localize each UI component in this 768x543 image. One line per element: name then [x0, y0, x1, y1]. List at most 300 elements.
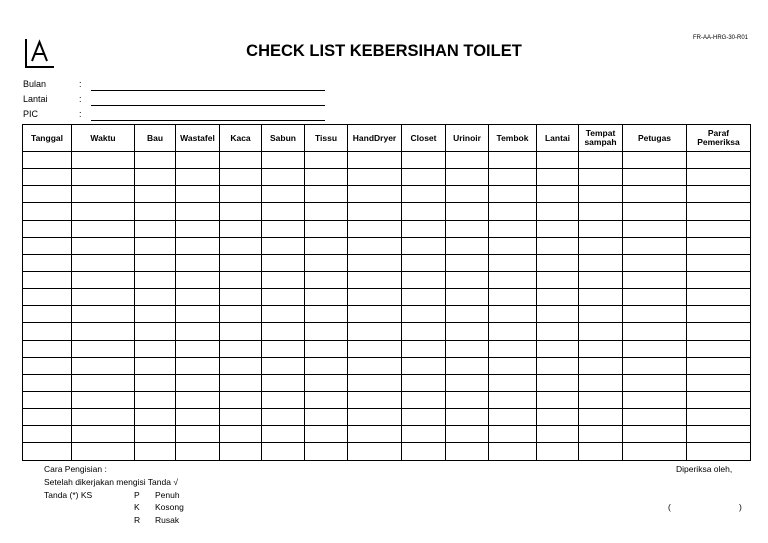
table-cell[interactable] — [446, 186, 489, 203]
table-cell[interactable] — [489, 391, 537, 408]
table-cell[interactable] — [537, 426, 579, 443]
table-cell[interactable] — [579, 186, 623, 203]
table-cell[interactable] — [220, 409, 262, 426]
table-cell[interactable] — [135, 237, 176, 254]
table-cell[interactable] — [135, 306, 176, 323]
table-cell[interactable] — [262, 169, 305, 186]
table-cell[interactable] — [579, 254, 623, 271]
table-cell[interactable] — [348, 409, 402, 426]
table-cell[interactable] — [72, 357, 135, 374]
table-cell[interactable] — [23, 340, 72, 357]
table-cell[interactable] — [687, 323, 751, 340]
table-cell[interactable] — [537, 186, 579, 203]
table-cell[interactable] — [348, 254, 402, 271]
table-cell[interactable] — [220, 152, 262, 169]
table-cell[interactable] — [623, 203, 687, 220]
table-cell[interactable] — [220, 203, 262, 220]
table-cell[interactable] — [220, 443, 262, 460]
table-cell[interactable] — [135, 203, 176, 220]
table-cell[interactable] — [446, 409, 489, 426]
header-handdryer: HandDryer — [348, 125, 402, 152]
table-cell[interactable] — [623, 254, 687, 271]
table-cell[interactable] — [305, 426, 348, 443]
table-cell[interactable] — [537, 254, 579, 271]
table-cell[interactable] — [23, 409, 72, 426]
table-cell[interactable] — [305, 237, 348, 254]
table-cell[interactable] — [623, 409, 687, 426]
table-cell[interactable] — [402, 220, 446, 237]
table-cell[interactable] — [537, 289, 579, 306]
table-cell[interactable] — [23, 203, 72, 220]
table-cell[interactable] — [176, 357, 220, 374]
table-cell[interactable] — [623, 169, 687, 186]
table-cell[interactable] — [402, 426, 446, 443]
header-lantai: Lantai — [537, 125, 579, 152]
table-row — [23, 186, 751, 203]
table-cell[interactable] — [537, 152, 579, 169]
table-cell[interactable] — [446, 391, 489, 408]
table-cell[interactable] — [348, 306, 402, 323]
table-cell[interactable] — [348, 374, 402, 391]
table-cell[interactable] — [489, 306, 537, 323]
table-cell[interactable] — [72, 443, 135, 460]
table-cell[interactable] — [402, 271, 446, 288]
table-cell[interactable] — [176, 271, 220, 288]
table-cell[interactable] — [402, 340, 446, 357]
table-cell[interactable] — [348, 152, 402, 169]
table-cell[interactable] — [176, 186, 220, 203]
table-cell[interactable] — [176, 391, 220, 408]
table-cell[interactable] — [579, 374, 623, 391]
table-cell[interactable] — [305, 169, 348, 186]
table-cell[interactable] — [348, 220, 402, 237]
table-cell[interactable] — [220, 254, 262, 271]
table-cell[interactable] — [537, 340, 579, 357]
table-cell[interactable] — [72, 391, 135, 408]
table-cell[interactable] — [489, 289, 537, 306]
table-cell[interactable] — [489, 152, 537, 169]
table-cell[interactable] — [23, 169, 72, 186]
table-cell[interactable] — [176, 169, 220, 186]
table-cell[interactable] — [23, 306, 72, 323]
table-row — [23, 254, 751, 271]
table-cell[interactable] — [220, 220, 262, 237]
table-header-row — [23, 125, 751, 152]
table-cell[interactable] — [623, 443, 687, 460]
pic-field-line[interactable] — [91, 120, 325, 121]
table-row — [23, 289, 751, 306]
table-cell[interactable] — [23, 220, 72, 237]
table-cell[interactable] — [348, 237, 402, 254]
document-code: FR-AA-HRG-30-R01 — [692, 35, 748, 41]
table-cell[interactable] — [305, 323, 348, 340]
instruction-line-1: Setelah dikerjakan mengisi Tanda √ — [44, 477, 178, 487]
table-cell[interactable] — [446, 443, 489, 460]
table-cell[interactable] — [135, 409, 176, 426]
table-cell[interactable] — [262, 254, 305, 271]
table-cell[interactable] — [537, 374, 579, 391]
table-cell[interactable] — [687, 220, 751, 237]
table-cell[interactable] — [489, 237, 537, 254]
table-cell[interactable] — [348, 443, 402, 460]
table-cell[interactable] — [135, 340, 176, 357]
table-cell[interactable] — [489, 169, 537, 186]
table-cell[interactable] — [537, 409, 579, 426]
table-cell[interactable] — [489, 271, 537, 288]
table-cell[interactable] — [72, 152, 135, 169]
table-cell[interactable] — [623, 186, 687, 203]
table-cell[interactable] — [305, 203, 348, 220]
table-cell[interactable] — [687, 391, 751, 408]
table-cell[interactable] — [220, 289, 262, 306]
table-cell[interactable] — [220, 374, 262, 391]
table-cell[interactable] — [537, 357, 579, 374]
table-cell[interactable] — [687, 254, 751, 271]
table-cell[interactable] — [446, 254, 489, 271]
table-cell[interactable] — [623, 357, 687, 374]
table-cell[interactable] — [623, 323, 687, 340]
table-cell[interactable] — [537, 203, 579, 220]
table-cell[interactable] — [446, 426, 489, 443]
table-cell[interactable] — [220, 237, 262, 254]
table-cell[interactable] — [446, 289, 489, 306]
table-cell[interactable] — [579, 357, 623, 374]
table-cell[interactable] — [402, 357, 446, 374]
table-cell[interactable] — [262, 391, 305, 408]
table-cell[interactable] — [262, 203, 305, 220]
table-cell[interactable] — [446, 220, 489, 237]
table-cell[interactable] — [262, 357, 305, 374]
table-cell[interactable] — [135, 289, 176, 306]
table-cell[interactable] — [305, 220, 348, 237]
table-cell[interactable] — [623, 289, 687, 306]
table-cell[interactable] — [489, 357, 537, 374]
table-cell[interactable] — [220, 357, 262, 374]
table-cell[interactable] — [579, 271, 623, 288]
table-cell[interactable] — [687, 152, 751, 169]
table-cell[interactable] — [135, 374, 176, 391]
table-cell[interactable] — [579, 220, 623, 237]
table-cell[interactable] — [305, 152, 348, 169]
table-cell[interactable] — [489, 426, 537, 443]
table-cell[interactable] — [402, 374, 446, 391]
table-cell[interactable] — [348, 186, 402, 203]
table-cell[interactable] — [623, 237, 687, 254]
table-cell[interactable] — [579, 169, 623, 186]
table-cell[interactable] — [623, 391, 687, 408]
table-cell[interactable] — [176, 323, 220, 340]
table-cell[interactable] — [489, 374, 537, 391]
table-cell[interactable] — [579, 443, 623, 460]
meta-colon: : — [79, 109, 82, 119]
table-cell[interactable] — [348, 340, 402, 357]
table-cell[interactable] — [537, 169, 579, 186]
table-cell[interactable] — [687, 306, 751, 323]
table-cell[interactable] — [537, 323, 579, 340]
legend-code: R — [134, 515, 141, 525]
table-cell[interactable] — [262, 289, 305, 306]
table-cell[interactable] — [305, 271, 348, 288]
table-cell[interactable] — [348, 391, 402, 408]
table-cell[interactable] — [220, 186, 262, 203]
table-cell[interactable] — [446, 203, 489, 220]
table-cell[interactable] — [135, 426, 176, 443]
table-cell[interactable] — [446, 306, 489, 323]
table-cell[interactable] — [23, 374, 72, 391]
table-cell[interactable] — [72, 203, 135, 220]
table-cell[interactable] — [446, 374, 489, 391]
table-cell[interactable] — [446, 271, 489, 288]
table-cell[interactable] — [305, 340, 348, 357]
table-cell[interactable] — [305, 391, 348, 408]
table-cell[interactable] — [623, 220, 687, 237]
table-cell[interactable] — [623, 426, 687, 443]
header-kaca: Kaca — [220, 125, 262, 152]
table-cell[interactable] — [687, 426, 751, 443]
table-cell[interactable] — [220, 391, 262, 408]
table-row — [23, 237, 751, 254]
table-cell[interactable] — [489, 443, 537, 460]
table-cell[interactable] — [489, 340, 537, 357]
table-cell[interactable] — [262, 374, 305, 391]
legend-meaning: Penuh — [155, 490, 180, 500]
table-cell[interactable] — [687, 443, 751, 460]
table-cell[interactable] — [262, 271, 305, 288]
table-cell[interactable] — [135, 323, 176, 340]
table-cell[interactable] — [262, 409, 305, 426]
lantai-field-line[interactable] — [91, 105, 325, 106]
table-cell[interactable] — [305, 374, 348, 391]
table-cell[interactable] — [446, 169, 489, 186]
table-cell[interactable] — [489, 409, 537, 426]
table-cell[interactable] — [446, 357, 489, 374]
table-cell[interactable] — [262, 443, 305, 460]
table-cell[interactable] — [687, 237, 751, 254]
table-cell[interactable] — [176, 203, 220, 220]
table-cell[interactable] — [579, 409, 623, 426]
table-cell[interactable] — [23, 186, 72, 203]
table-cell[interactable] — [23, 426, 72, 443]
table-cell[interactable] — [176, 340, 220, 357]
table-row — [23, 391, 751, 408]
table-cell[interactable] — [537, 237, 579, 254]
table-cell[interactable] — [176, 409, 220, 426]
table-cell[interactable] — [135, 152, 176, 169]
table-cell[interactable] — [623, 271, 687, 288]
table-cell[interactable] — [402, 186, 446, 203]
table-cell[interactable] — [305, 443, 348, 460]
table-cell[interactable] — [489, 203, 537, 220]
table-cell[interactable] — [537, 391, 579, 408]
table-cell[interactable] — [176, 220, 220, 237]
table-cell[interactable] — [305, 357, 348, 374]
table-cell[interactable] — [23, 237, 72, 254]
table-cell[interactable] — [176, 426, 220, 443]
table-cell[interactable] — [176, 254, 220, 271]
table-cell[interactable] — [489, 323, 537, 340]
table-cell[interactable] — [262, 220, 305, 237]
meta-label-pic: PIC — [23, 109, 39, 119]
table-cell[interactable] — [579, 426, 623, 443]
table-cell[interactable] — [623, 306, 687, 323]
table-cell[interactable] — [72, 323, 135, 340]
table-cell[interactable] — [402, 152, 446, 169]
table-cell[interactable] — [176, 443, 220, 460]
table-cell[interactable] — [687, 203, 751, 220]
table-cell[interactable] — [687, 289, 751, 306]
table-cell[interactable] — [537, 306, 579, 323]
table-cell[interactable] — [220, 169, 262, 186]
table-cell[interactable] — [446, 323, 489, 340]
table-cell[interactable] — [176, 306, 220, 323]
table-cell[interactable] — [72, 374, 135, 391]
table-cell[interactable] — [348, 169, 402, 186]
table-cell[interactable] — [579, 203, 623, 220]
table-cell[interactable] — [348, 357, 402, 374]
table-cell[interactable] — [579, 340, 623, 357]
table-cell[interactable] — [537, 220, 579, 237]
table-cell[interactable] — [305, 254, 348, 271]
table-cell[interactable] — [135, 220, 176, 237]
table-cell[interactable] — [135, 443, 176, 460]
header-tempat-sampah: Tempat sampah — [579, 125, 623, 152]
table-cell[interactable] — [72, 254, 135, 271]
table-cell[interactable] — [176, 374, 220, 391]
table-cell[interactable] — [72, 220, 135, 237]
table-cell[interactable] — [23, 289, 72, 306]
table-cell[interactable] — [135, 357, 176, 374]
table-cell[interactable] — [135, 254, 176, 271]
table-cell[interactable] — [402, 323, 446, 340]
table-cell[interactable] — [262, 306, 305, 323]
table-cell[interactable] — [402, 237, 446, 254]
table-cell[interactable] — [687, 186, 751, 203]
table-cell[interactable] — [489, 220, 537, 237]
table-row — [23, 203, 751, 220]
table-cell[interactable] — [72, 289, 135, 306]
table-cell[interactable] — [687, 374, 751, 391]
table-cell[interactable] — [489, 254, 537, 271]
table-cell[interactable] — [262, 323, 305, 340]
meta-colon: : — [79, 94, 82, 104]
table-cell[interactable] — [579, 323, 623, 340]
table-cell[interactable] — [135, 186, 176, 203]
table-cell[interactable] — [72, 340, 135, 357]
header-sabun: Sabun — [262, 125, 305, 152]
table-row — [23, 357, 751, 374]
table-cell[interactable] — [220, 323, 262, 340]
table-cell[interactable] — [446, 237, 489, 254]
table-cell[interactable] — [446, 340, 489, 357]
table-cell[interactable] — [402, 254, 446, 271]
table-cell[interactable] — [23, 271, 72, 288]
table-cell[interactable] — [348, 289, 402, 306]
table-cell[interactable] — [220, 306, 262, 323]
table-row — [23, 409, 751, 426]
table-cell[interactable] — [446, 152, 489, 169]
table-cell[interactable] — [262, 186, 305, 203]
table-cell[interactable] — [402, 169, 446, 186]
table-cell[interactable] — [687, 169, 751, 186]
table-cell[interactable] — [402, 391, 446, 408]
table-cell[interactable] — [687, 357, 751, 374]
table-cell[interactable] — [176, 237, 220, 254]
signature-open-paren: ( — [668, 502, 671, 512]
table-cell[interactable] — [220, 340, 262, 357]
table-cell[interactable] — [348, 426, 402, 443]
table-cell[interactable] — [135, 271, 176, 288]
table-cell[interactable] — [23, 443, 72, 460]
meta-label-bulan: Bulan — [23, 79, 47, 89]
table-row — [23, 306, 751, 323]
table-cell[interactable] — [72, 271, 135, 288]
table-cell[interactable] — [72, 426, 135, 443]
table-cell[interactable] — [220, 271, 262, 288]
table-cell[interactable] — [402, 409, 446, 426]
table-cell[interactable] — [176, 152, 220, 169]
table-cell[interactable] — [72, 237, 135, 254]
table-cell[interactable] — [537, 271, 579, 288]
table-cell[interactable] — [402, 306, 446, 323]
table-cell[interactable] — [305, 409, 348, 426]
table-cell[interactable] — [623, 374, 687, 391]
table-cell[interactable] — [402, 203, 446, 220]
table-cell[interactable] — [579, 391, 623, 408]
table-cell[interactable] — [623, 152, 687, 169]
table-cell[interactable] — [579, 152, 623, 169]
table-cell[interactable] — [305, 186, 348, 203]
header-tembok: Tembok — [489, 125, 537, 152]
table-cell[interactable] — [579, 289, 623, 306]
table-cell[interactable] — [23, 357, 72, 374]
table-cell[interactable] — [135, 391, 176, 408]
table-cell[interactable] — [262, 237, 305, 254]
table-cell[interactable] — [489, 186, 537, 203]
table-cell[interactable] — [687, 271, 751, 288]
table-cell[interactable] — [23, 152, 72, 169]
table-cell[interactable] — [687, 340, 751, 357]
table-cell[interactable] — [262, 340, 305, 357]
table-cell[interactable] — [72, 409, 135, 426]
table-cell[interactable] — [623, 340, 687, 357]
table-cell[interactable] — [305, 289, 348, 306]
table-cell[interactable] — [348, 323, 402, 340]
table-cell[interactable] — [402, 443, 446, 460]
table-cell[interactable] — [348, 203, 402, 220]
bulan-field-line[interactable] — [91, 90, 325, 91]
table-cell[interactable] — [23, 323, 72, 340]
table-cell[interactable] — [23, 391, 72, 408]
table-cell[interactable] — [537, 443, 579, 460]
table-cell[interactable] — [687, 409, 751, 426]
table-cell[interactable] — [72, 306, 135, 323]
table-cell[interactable] — [176, 289, 220, 306]
table-cell[interactable] — [262, 152, 305, 169]
table-cell[interactable] — [579, 306, 623, 323]
table-cell[interactable] — [135, 169, 176, 186]
table-cell[interactable] — [348, 271, 402, 288]
table-cell[interactable] — [579, 237, 623, 254]
table-cell[interactable] — [262, 426, 305, 443]
table-cell[interactable] — [220, 426, 262, 443]
table-cell[interactable] — [23, 254, 72, 271]
table-cell[interactable] — [72, 186, 135, 203]
table-cell[interactable] — [72, 169, 135, 186]
header-tissu: Tissu — [305, 125, 348, 152]
table-cell[interactable] — [402, 289, 446, 306]
header-closet: Closet — [402, 125, 446, 152]
table-cell[interactable] — [305, 306, 348, 323]
